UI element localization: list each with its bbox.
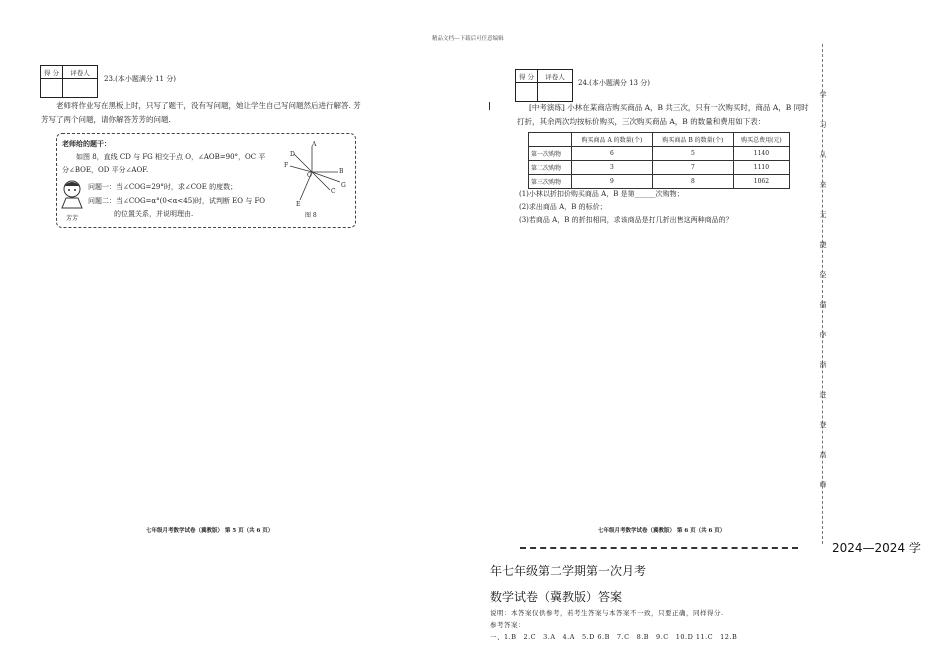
binding-motto: 学习从来无捷径循序渐进登高峰 (819, 91, 827, 489)
table-header-cell (529, 133, 572, 147)
table-cell: 第二次购物 (529, 161, 572, 175)
question-24-part-1: (1)小林以折扣价购买商品 A，B 是第______次购物； (519, 190, 684, 198)
answer-title-line-2: 数学试卷（冀教版）答案 (490, 590, 623, 604)
margin-mark (489, 102, 490, 110)
problem-2: 问题二：当∠COG=α°(0<α<45)时，试判断 EO 与 FO (88, 197, 266, 205)
figure-label-b: B (339, 168, 344, 175)
table-cell: 6 (572, 147, 653, 161)
table-cell: 5 (652, 147, 733, 161)
grader-header: 评卷人 (63, 66, 97, 79)
character-label: 芳芳 (66, 215, 79, 222)
table-row (529, 175, 790, 189)
figure-label-g: G (341, 182, 346, 189)
table-header-cell: 购买商品 B 的数量(个) (652, 133, 733, 147)
problem-1: 问题一：当∠COG=29°时，求∠COE 的度数； (88, 183, 238, 191)
score-box-right (515, 69, 573, 102)
figure-label-a: A (312, 141, 317, 148)
question-23-intro-1: 老师将作业写在黑板上时，只写了题干，没有写问题，她让学生自己写问题然后进行解答. 芳 (56, 101, 361, 110)
figure-caption: 图 8 (305, 212, 317, 219)
figure-label-c: C (331, 188, 336, 195)
right-footer: 七年级月考数学试卷（冀教版） 第 6 页（共 6 页） (598, 528, 726, 534)
grader-cell (63, 79, 97, 97)
table-header-row (529, 133, 790, 147)
answer-title-line-1: 年七年级第二学期第一次月考 (490, 564, 647, 578)
table-cell: 7 (652, 161, 733, 175)
problem-2-cont: 的位置关系，并说明理由. (114, 210, 194, 218)
answer-ref: 参考答案： (490, 621, 525, 629)
figure-label-o: O (307, 172, 312, 179)
box-line-2: 分∠BOE，OD 平分∠AOF. (62, 166, 149, 174)
figure-label-d: D (290, 151, 295, 158)
table-cell: 第一次购物 (529, 147, 572, 161)
grader-header: 评卷人 (538, 70, 572, 83)
table-cell: 9 (572, 175, 653, 189)
question-24-part-2: (2)求出商品 A，B 的标价； (519, 203, 607, 211)
table-cell: 8 (652, 175, 733, 189)
table-header-cell: 购买商品 A 的数量(个) (572, 133, 653, 147)
table-header-cell: 购买总费用(元) (733, 133, 789, 147)
question-23-title: 23.(本小题满分 11 分) (104, 75, 176, 83)
table-cell: 3 (572, 161, 653, 175)
figure-label-e: E (296, 201, 301, 208)
answer-list: 一、1.B 2.C 3.A 4.A 5.D 6.B 7.C 8.B 9.C 10.D 11.C 12.B (490, 633, 738, 641)
question-24-intro-2: 打折，其余两次均按标价购买，三次购买商品 A，B 的数量和费用如下表： (517, 117, 766, 126)
table-cell: 1062 (733, 175, 789, 189)
question-24-title: 24.(本小题满分 13 分) (578, 79, 650, 87)
table-cell: 第三次购物 (529, 175, 572, 189)
purchase-table (528, 132, 790, 189)
table-cell: 1110 (733, 161, 789, 175)
table-cell: 1140 (733, 147, 789, 161)
score-header: 得 分 (516, 70, 538, 83)
score-cell (516, 83, 538, 101)
answer-year: 2024—2024 学 (832, 541, 921, 555)
question-24-part-3: (3)若商品 A，B 的折扣相同，求该商品是打几折出售这两种商品的？ (519, 216, 733, 224)
figure-label-f: F (284, 162, 289, 169)
box-heading: 老师给的题干： (62, 139, 111, 148)
box-line-1: 如图 8，直线 CD 与 FG 相交于点 O，∠AOB=90°，OC 平 (76, 153, 266, 161)
header-note: 精品文档---下载后可任意编辑 (432, 36, 504, 42)
grader-cell (538, 83, 572, 101)
question-23-intro-2: 芳写了两个问题，请你解答芳芳的问题. (41, 115, 171, 124)
table-row (529, 147, 790, 161)
score-cell (41, 79, 63, 97)
page-bottom-rule (520, 547, 798, 549)
table-row (529, 161, 790, 175)
left-footer: 七年级月考数学试卷（冀教版） 第 5 页（共 6 页） (146, 528, 274, 534)
answer-note: 说明：本答案仅供参考，若考生答案与本答案不一致，只要正确，同样得分. (490, 609, 724, 617)
student-illustration (58, 178, 86, 218)
score-header: 得 分 (41, 66, 63, 79)
question-24-intro-1: [中考演练] 小林在某商店购买商品 A，B 共三次，只有一次购买时，商品 A，B 同时 (529, 103, 809, 112)
score-box-left (40, 65, 98, 98)
